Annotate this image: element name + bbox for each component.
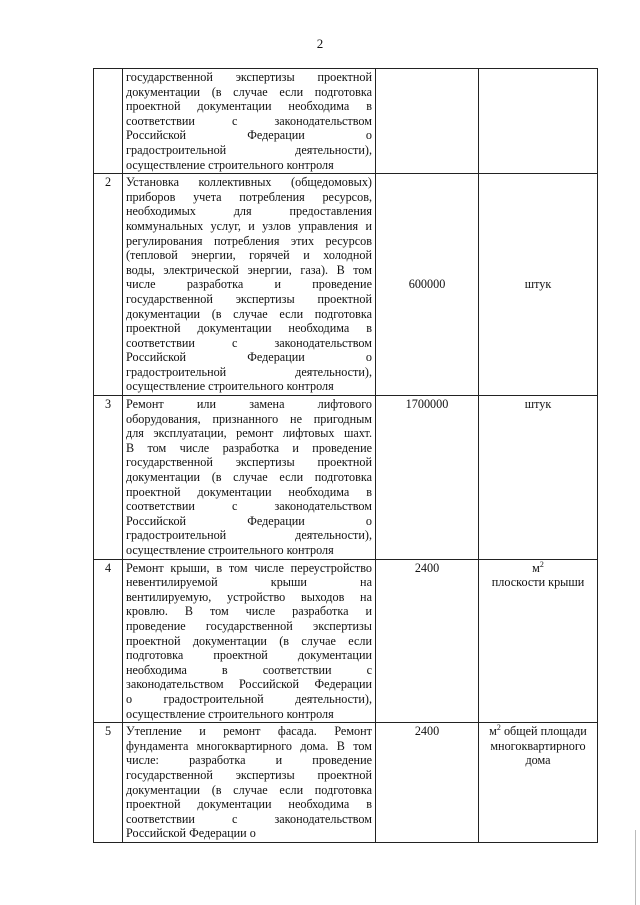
unit-cost: 2400 [376, 559, 479, 723]
description-line: воды, электрической энергии, газа). В том [126, 262, 372, 277]
description-line: о градостроительной деятельности), [126, 691, 372, 706]
scan-edge-line [635, 830, 636, 905]
description-line: документации (в случае если подготовка [126, 470, 372, 485]
row-number: 4 [94, 559, 123, 723]
description-line: проектной документации необходима в [126, 484, 372, 499]
unit-line: штук [524, 277, 552, 292]
description-line: осуществление строительного контроля [126, 543, 334, 557]
row-number: 5 [94, 723, 123, 843]
description-line: государственной экспертизы проектной [126, 455, 372, 470]
description-line: Установка коллективных (общедомовых) [126, 175, 372, 190]
unit-cost: 1700000 [376, 396, 479, 560]
row-number: 3 [94, 396, 123, 560]
description-line: государственной экспертизы проектной [126, 291, 372, 306]
work-description [123, 559, 376, 723]
row-number [94, 69, 123, 174]
description-line: оборудования, признанного не пригодным [126, 411, 372, 426]
description-line: необходима в соответствии с [126, 662, 372, 677]
description-line: документации (в случае если подготовка [126, 306, 372, 321]
unit-cost: 2400 [376, 723, 479, 843]
work-table [93, 68, 598, 843]
description-line: кровлю. В том числе разработка и [126, 604, 372, 619]
description-line: Российской Федерации о [126, 826, 256, 841]
work-description [123, 174, 376, 396]
measure-unit [479, 174, 598, 396]
table-row [94, 69, 598, 174]
table-row [94, 174, 598, 396]
description-line: проектной документации необходима в [126, 99, 372, 114]
description-line: государственной экспертизы проектной [126, 767, 372, 782]
measure-unit [479, 396, 598, 560]
description-line: государственной экспертизы проектной [126, 70, 372, 84]
description-line: градостроительной деятельности), [126, 528, 372, 543]
unit-line: многоквартирного [490, 738, 586, 753]
unit-line: дома [525, 753, 551, 768]
page-number: 2 [316, 36, 324, 51]
description-line: необходимых для предоставления [126, 204, 372, 219]
table-row [94, 396, 598, 560]
description-line: числе: разработка и проведение [126, 753, 372, 768]
table-body [94, 69, 598, 843]
description-line: законодательством Российской Федерации [126, 677, 372, 692]
description-line: градостроительной деятельности), [126, 142, 372, 157]
description-line: проектной документации необходима в [126, 321, 372, 336]
unit-line: $м^2$ общей площади [489, 723, 587, 739]
measure-unit [479, 69, 598, 174]
description-line: коммунальных услуг, и узлов управления и [126, 218, 372, 233]
measure-unit [479, 723, 598, 843]
description-line: Российской Федерации о [126, 350, 372, 365]
description-line: соответствии с законодательством [126, 811, 372, 826]
table-row [94, 723, 598, 843]
unit-cost [376, 69, 479, 174]
description-line: для эксплуатации, ремонт лифтовых шахт. [126, 426, 372, 441]
description-line: Российской Федерации о [126, 128, 372, 143]
description-line: невентилируемой крыши на [126, 575, 372, 590]
description-line: проектной документации необходима в [126, 797, 372, 812]
description-line: Утепление и ремонт фасада. Ремонт [126, 724, 372, 739]
description-line: документации (в случае если подготовка [126, 84, 372, 99]
measure-unit [479, 559, 598, 723]
description-line: документации (в случае если подготовка [126, 782, 372, 797]
description-line: осуществление строительного контроля [126, 157, 334, 172]
description-line: соответствии с законодательством [126, 499, 372, 514]
work-description [123, 69, 376, 174]
description-line: градостроительной деятельности), [126, 364, 372, 379]
description-line: осуществление строительного контроля [126, 379, 334, 394]
description-line: В том числе разработка и проведение [126, 440, 372, 455]
table-row [94, 559, 598, 723]
work-description [123, 396, 376, 560]
unit-line: плоскости крыши [491, 575, 585, 590]
description-line: соответствии с законодательством [126, 335, 372, 350]
description-line: (тепловой энергии, горячей и холодной [126, 248, 372, 263]
description-line: приборов учета потребления ресурсов, [126, 189, 372, 204]
description-line: подготовка проектной документации [126, 648, 372, 663]
description-line: осуществление строительного контроля [126, 706, 334, 721]
unit-line: $м^2$ [532, 559, 544, 575]
description-line: соответствии с законодательством [126, 113, 372, 128]
work-description [123, 723, 376, 843]
unit-line: штук [524, 397, 552, 412]
description-line: проектной документации (в случае если [126, 633, 372, 648]
description-line: вентилируемую, устройство выходов на [126, 589, 372, 604]
row-number: 2 [94, 174, 123, 396]
description-line: фундамента многоквартирного дома. В том [126, 738, 372, 753]
description-line: Ремонт крыши, в том числе переустройство [126, 560, 372, 575]
description-line: Ремонт или замена лифтового [126, 397, 372, 412]
unit-cost: 600000 [376, 174, 479, 396]
description-line: проведение государственной экспертизы [126, 618, 372, 633]
description-line: числе разработка и проведение [126, 277, 372, 292]
description-line: Российской Федерации о [126, 513, 372, 528]
description-line: регулирования потребления этих ресурсов [126, 233, 372, 248]
